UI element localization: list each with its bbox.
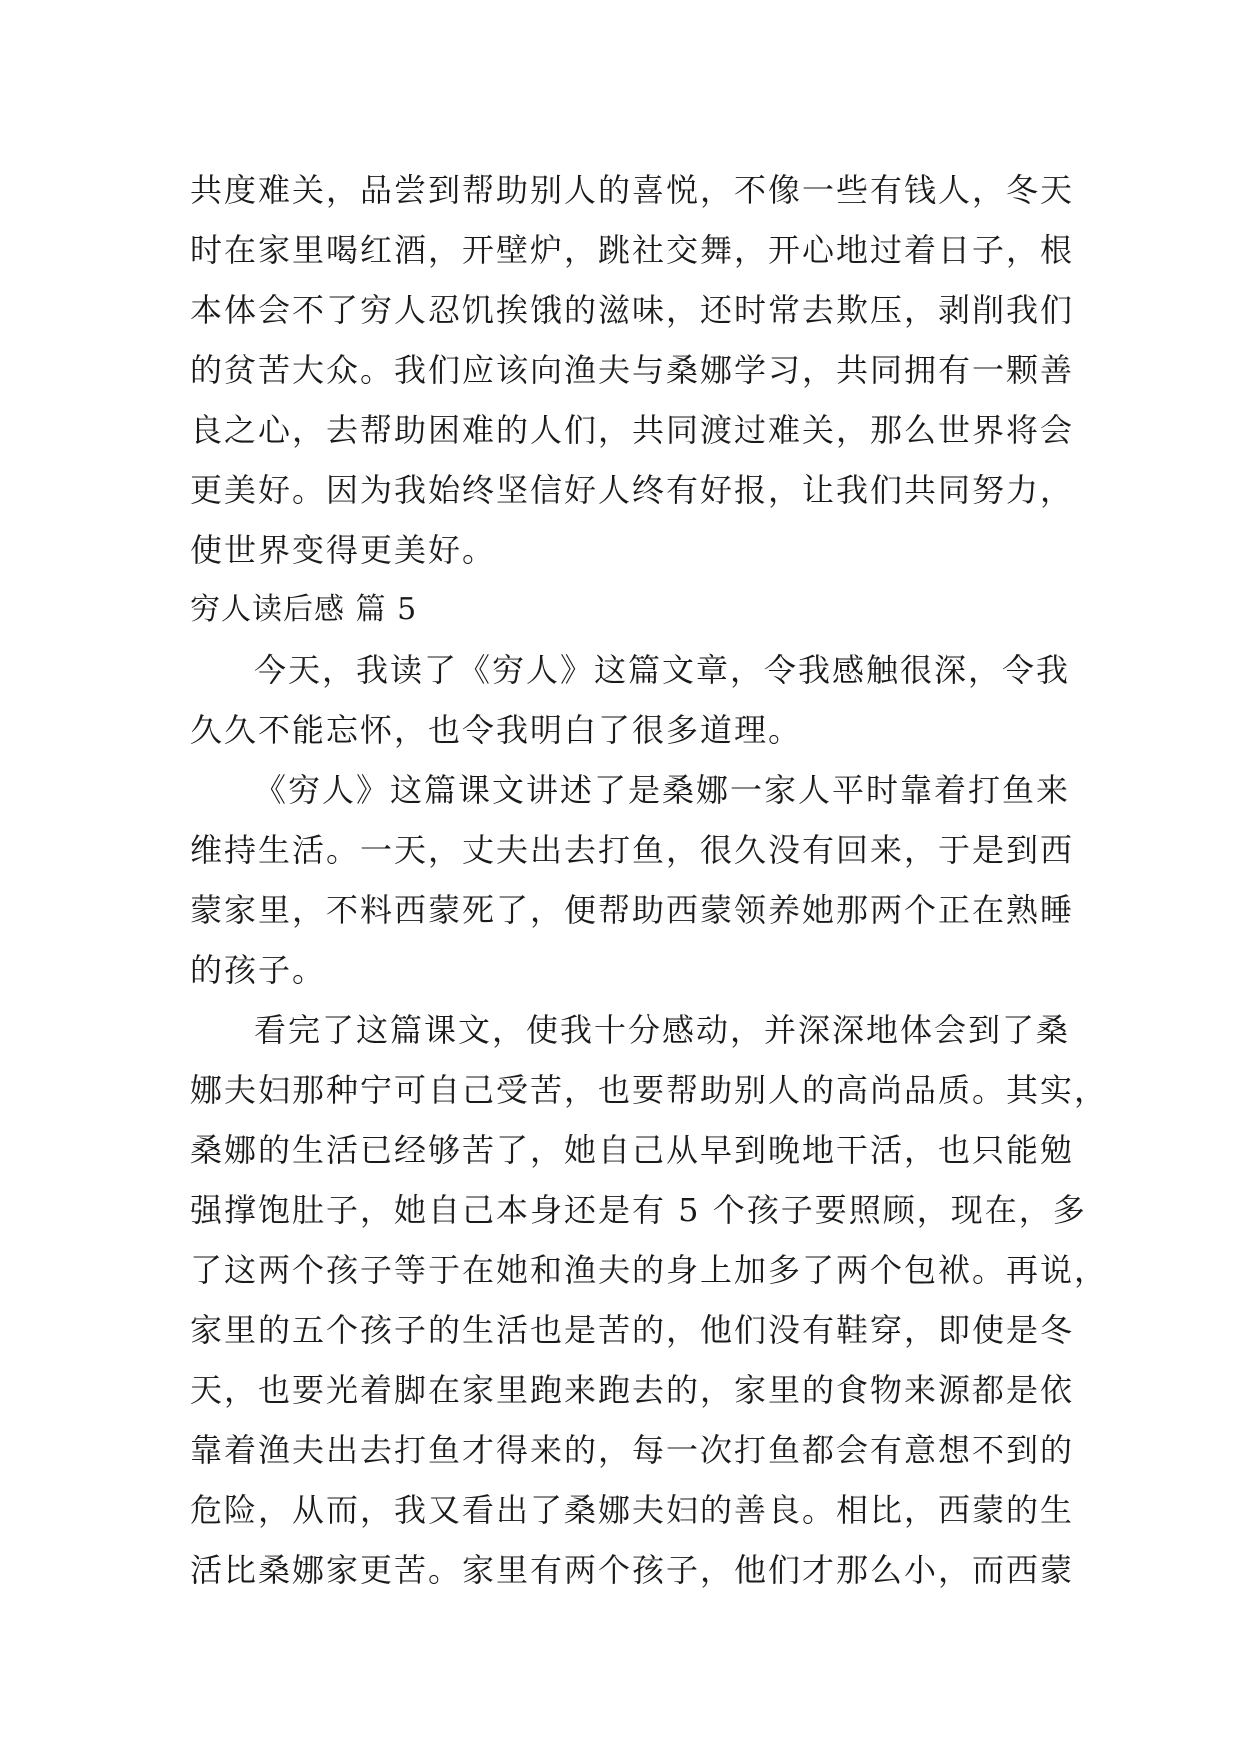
section-heading: 穷人读后感 篇 5 — [190, 592, 418, 627]
text-line: 的孩子。 — [190, 951, 327, 989]
text-line: 《穷人》这篇课文讲述了是桑娜一家人平时靠着打鱼来 — [254, 771, 1071, 809]
text-line: 共度难关，品尝到帮助别人的喜悦，不像一些有钱人，冬天 — [190, 171, 1075, 209]
document-page — [190, 160, 1109, 1600]
text-line: 强撑饱肚子，她自己本身还是有 5 个孩子要照顾，现在，多 — [190, 1191, 1087, 1229]
text-line: 蒙家里，不料西蒙死了，便帮助西蒙领养她那两个正在熟睡 — [190, 891, 1075, 929]
paragraph-2 — [190, 760, 1075, 1000]
text-line: 更美好。因为我始终坚信好人终有好报，让我们共同努力， — [190, 471, 1075, 509]
text-line: 良之心，去帮助困难的人们，共同渡过难关，那么世界将会 — [190, 411, 1075, 449]
text-line: 本体会不了穷人忍饥挨饿的滋味，还时常去欺压，剥削我们 — [190, 291, 1075, 329]
text-line: 危险，从而，我又看出了桑娜夫妇的善良。相比，西蒙的生 — [190, 1491, 1075, 1529]
text-line: 时在家里喝红酒，开壁炉，跳社交舞，开心地过着日子，根 — [190, 231, 1075, 269]
text-line: 天，也要光着脚在家里跑来跑去的，家里的食物来源都是依 — [190, 1371, 1075, 1409]
paragraph-1 — [190, 640, 1070, 760]
text-line: 了这两个孩子等于在她和渔夫的身上加多了两个包袱。再说， — [190, 1251, 1109, 1289]
text-line: 桑娜的生活已经够苦了，她自己从早到晚地干活，也只能勉 — [190, 1131, 1075, 1169]
text-line: 家里的五个孩子的生活也是苦的，他们没有鞋穿，即使是冬 — [190, 1311, 1075, 1349]
text-line: 看完了这篇课文，使我十分感动，并深深地体会到了桑 — [254, 1011, 1071, 1049]
text-line: 靠着渔夫出去打鱼才得来的，每一次打鱼都会有意想不到的 — [190, 1431, 1075, 1469]
text-line: 今天，我读了《穷人》这篇文章，令我感触很深，令我 — [254, 651, 1071, 689]
text-line: 使世界变得更美好。 — [190, 531, 497, 569]
text-line: 维持生活。一天，丈夫出去打鱼，很久没有回来，于是到西 — [190, 831, 1075, 869]
text-line: 的贫苦大众。我们应该向渔夫与桑娜学习，共同拥有一颗善 — [190, 351, 1075, 389]
text-line: 活比桑娜家更苦。家里有两个孩子，他们才那么小，而西蒙 — [190, 1551, 1075, 1589]
text-line: 久久不能忘怀，也令我明白了很多道理。 — [190, 711, 803, 749]
text-line: 娜夫妇那种宁可自己受苦，也要帮助别人的高尚品质。其实， — [190, 1071, 1109, 1109]
continuation-paragraph — [190, 160, 1075, 580]
paragraph-3 — [190, 1000, 1109, 1600]
